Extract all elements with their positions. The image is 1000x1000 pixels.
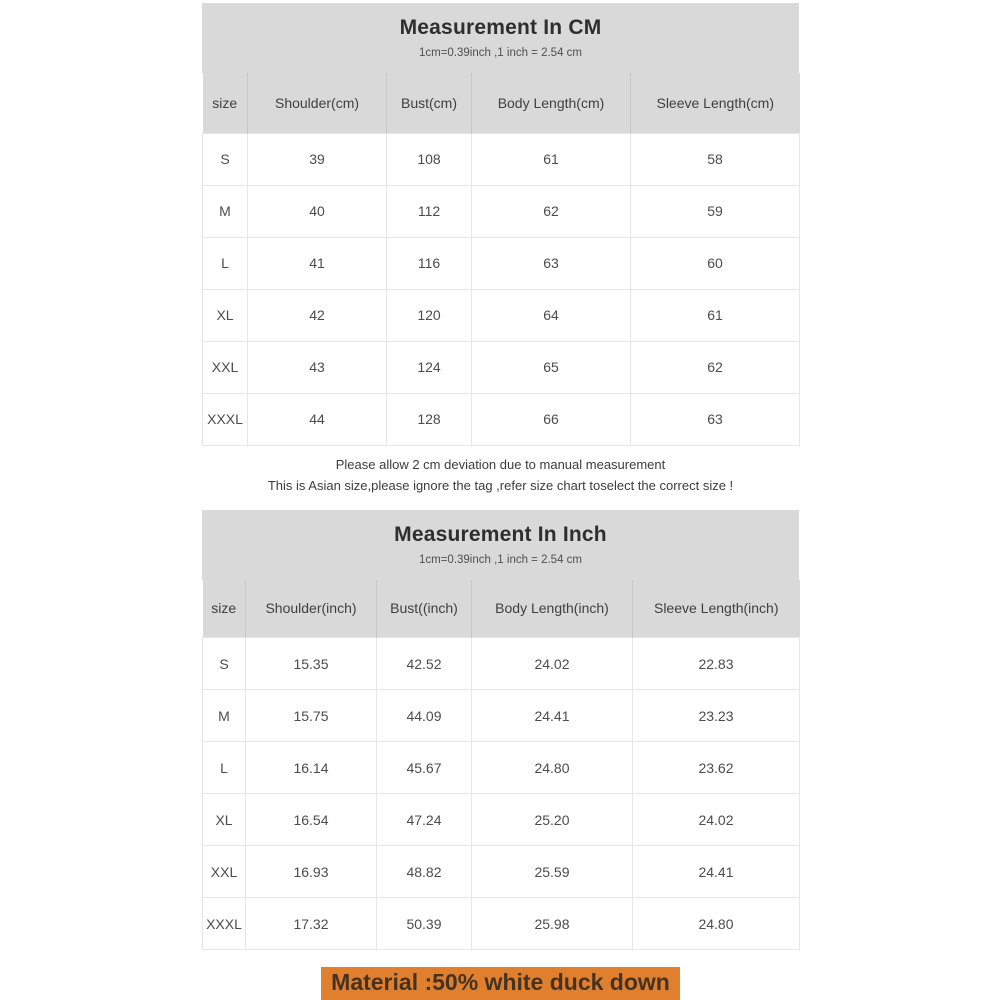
- value-cell: 16.14: [246, 742, 377, 794]
- value-cell: 15.75: [246, 690, 377, 742]
- value-cell: 24.80: [472, 742, 633, 794]
- value-cell: 16.93: [246, 846, 377, 898]
- value-cell: 50.39: [377, 898, 472, 950]
- cm-table-subtitle: 1cm=0.39inch ,1 inch = 2.54 cm: [418, 47, 582, 59]
- value-cell: 44.09: [377, 690, 472, 742]
- inch-table-body: [203, 638, 800, 950]
- cm-table-header: [202, 3, 799, 73]
- size-cell: XL: [203, 289, 248, 341]
- value-cell: 25.59: [472, 846, 633, 898]
- value-cell: 39: [248, 133, 387, 185]
- size-cell: S: [203, 638, 246, 690]
- size-cell: XXL: [203, 341, 248, 393]
- value-cell: 24.02: [472, 638, 633, 690]
- value-cell: 25.20: [472, 794, 633, 846]
- value-cell: 43: [248, 341, 387, 393]
- table-row: [203, 393, 800, 445]
- size-cell: XXXL: [203, 898, 246, 950]
- value-cell: 48.82: [377, 846, 472, 898]
- value-cell: 42: [248, 289, 387, 341]
- cm-column-header-body-length: Body Length(cm): [472, 73, 631, 133]
- inch-table-header: [202, 510, 799, 580]
- size-cell: M: [203, 185, 248, 237]
- value-cell: 128: [387, 393, 472, 445]
- cm-column-header-size: size: [203, 73, 248, 133]
- cm-table-section: [202, 3, 799, 446]
- inch-table-subtitle: 1cm=0.39inch ,1 inch = 2.54 cm: [418, 553, 582, 566]
- inch-table-title: Measurement In Inch: [394, 522, 607, 546]
- table-row: [203, 237, 800, 289]
- inch-column-header-bust: Bust((inch): [377, 580, 472, 638]
- value-cell: 40: [248, 185, 387, 237]
- value-cell: 112: [387, 185, 472, 237]
- value-cell: 47.24: [377, 794, 472, 846]
- value-cell: 16.54: [246, 794, 377, 846]
- size-cell: XXL: [203, 846, 246, 898]
- cm-table-body: [203, 133, 800, 445]
- cm-column-header-sleeve-length: Sleeve Length(cm): [631, 73, 800, 133]
- value-cell: 61: [631, 289, 800, 341]
- value-cell: 23.62: [633, 742, 800, 794]
- table-row: [203, 690, 800, 742]
- inch-size-table: [202, 580, 800, 951]
- table-row: [203, 742, 800, 794]
- value-cell: 64: [472, 289, 631, 341]
- table-row: [203, 289, 800, 341]
- value-cell: 44: [248, 393, 387, 445]
- value-cell: 63: [631, 393, 800, 445]
- value-cell: 120: [387, 289, 472, 341]
- cm-size-table: [202, 73, 800, 446]
- value-cell: 60: [631, 237, 800, 289]
- inch-table-section: [202, 510, 799, 951]
- value-cell: 66: [472, 393, 631, 445]
- value-cell: 17.32: [246, 898, 377, 950]
- size-cell: L: [203, 742, 246, 794]
- value-cell: 42.52: [377, 638, 472, 690]
- size-cell: XL: [203, 794, 246, 846]
- table-row: [203, 898, 800, 950]
- value-cell: 116: [387, 237, 472, 289]
- value-cell: 24.41: [633, 846, 800, 898]
- inch-column-header-sleeve-length: Sleeve Length(inch): [633, 580, 800, 638]
- value-cell: 62: [472, 185, 631, 237]
- size-cell: M: [203, 690, 246, 742]
- value-cell: 59: [631, 185, 800, 237]
- value-cell: 41: [248, 237, 387, 289]
- cm-header-row: [203, 73, 800, 133]
- value-cell: 24.41: [472, 690, 633, 742]
- cm-column-header-shoulder: Shoulder(cm): [248, 73, 387, 133]
- inch-column-header-shoulder: Shoulder(inch): [246, 580, 377, 638]
- value-cell: 25.98: [472, 898, 633, 950]
- value-cell: 22.83: [633, 638, 800, 690]
- size-cell: L: [203, 237, 248, 289]
- inch-header-row: [203, 580, 800, 638]
- cm-table-title: Measurement In CM: [399, 16, 602, 39]
- inch-column-header-size: size: [203, 580, 246, 638]
- value-cell: 63: [472, 237, 631, 289]
- size-chart-sheet: [202, 3, 799, 1000]
- material-row: [202, 967, 799, 1000]
- table-row: [203, 185, 800, 237]
- value-cell: 45.67: [377, 742, 472, 794]
- deviation-note: [202, 446, 799, 510]
- value-cell: 58: [631, 133, 800, 185]
- inch-column-header-body-length: Body Length(inch): [472, 580, 633, 638]
- value-cell: 61: [472, 133, 631, 185]
- cm-column-header-bust: Bust(cm): [387, 73, 472, 133]
- note-line-1: Please allow 2 cm deviation due to manual measurement: [335, 456, 666, 472]
- value-cell: 24.02: [633, 794, 800, 846]
- size-cell: XXXL: [203, 393, 248, 445]
- material-label: Material :50% white duck down: [321, 967, 680, 1000]
- value-cell: 23.23: [633, 690, 800, 742]
- value-cell: 65: [472, 341, 631, 393]
- table-row: [203, 794, 800, 846]
- table-row: [203, 133, 800, 185]
- table-row: [203, 341, 800, 393]
- value-cell: 124: [387, 341, 472, 393]
- value-cell: 15.35: [246, 638, 377, 690]
- value-cell: 62: [631, 341, 800, 393]
- note-line-2: This is Asian size,please ignore the tag ,refer size chart toselect the correct size !: [267, 477, 734, 493]
- size-cell: S: [203, 133, 248, 185]
- table-row: [203, 846, 800, 898]
- value-cell: 108: [387, 133, 472, 185]
- table-row: [203, 638, 800, 690]
- value-cell: 24.80: [633, 898, 800, 950]
